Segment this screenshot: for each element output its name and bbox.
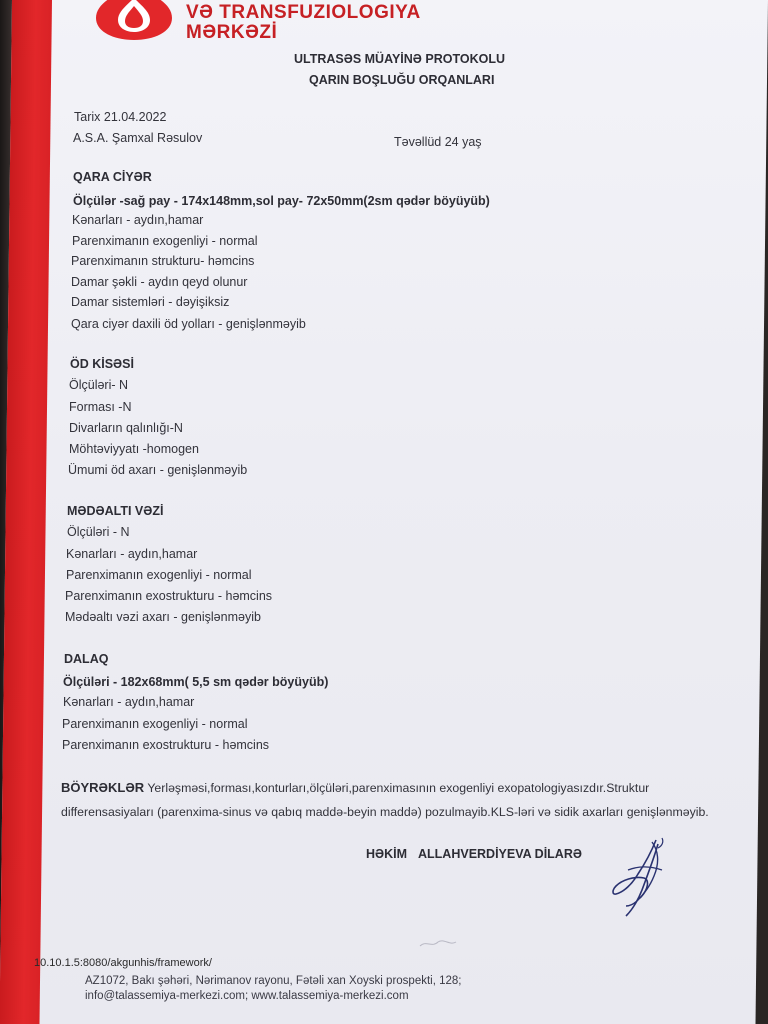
liver-size: Ölçülər -sağ pay - 174x148mm,sol pay- 72x50mm(2sm qədər böyüyüb) [73, 194, 490, 208]
org-name-line1: VƏ TRANSFUZIOLOGIYA [186, 2, 421, 23]
protocol-title: ULTRASƏS MÜAYİNƏ PROTOKOLU [294, 52, 505, 66]
patient-age: Təvəllüd 24 yaş [394, 135, 482, 149]
kidneys-text-line2: differensasiyaları (parenxima-sinus və qabıq maddə-beyin maddə) pozulmayib.KLS-ləri və sidik axarları genişlənməyib. [61, 805, 709, 819]
pancreas-line: Ölçüləri - N [67, 525, 130, 539]
handwritten-signature-icon [608, 836, 672, 920]
liver-line: Qara ciyər daxili öd yolları - genişlənməyib [71, 317, 306, 331]
paper-smudge [418, 936, 458, 950]
patient-name: A.S.A. Şamxal Rəsulov [73, 131, 203, 145]
gallbladder-line: Ölçüləri- N [69, 378, 129, 392]
spleen-line: Kənarları - aydın,hamar [63, 695, 195, 709]
spleen-line: Parenximanın exogenliyi - normal [62, 717, 248, 731]
section-heading-kidneys: BÖYRƏKLƏR [61, 780, 145, 795]
pancreas-line: Parenximanın exostrukturu - həmcins [65, 589, 273, 603]
footer-address: AZ1072, Bakı şəhəri, Nərimanov rayonu, Fətəli xan Xoyski prospekti, 128; [85, 975, 462, 987]
gallbladder-line: Divarların qalınlığı-N [69, 421, 183, 435]
pancreas-line: Kənarları - aydın,hamar [66, 547, 198, 561]
doctor-label: HƏKİM [366, 847, 408, 861]
liver-line: Damar şəkli - aydın qeyd olunur [71, 275, 248, 289]
doctor-name: ALLAHVERDİYEVA DİLARƏ [418, 847, 582, 861]
print-url: 10.10.1.5:8080/akgunhis/framework/ [34, 957, 212, 969]
blood-drop-logo-icon [92, 0, 176, 40]
protocol-subtitle: QARIN BOŞLUĞU ORQANLARI [309, 73, 495, 87]
liver-line: Parenximanın strukturu- həmcins [71, 254, 255, 268]
liver-line: Kənarları - aydın,hamar [72, 213, 204, 227]
section-heading-liver: QARA CİYƏR [73, 170, 152, 184]
org-name-line2: MƏRKƏZİ [186, 22, 278, 43]
pancreas-line: Mədəaltı vəzi axarı - genişlənməyib [65, 610, 261, 624]
gallbladder-line: Ümumi öd axarı - genişlənməyib [68, 463, 248, 477]
kidneys-paragraph-line1 [61, 780, 649, 795]
liver-line: Parenximanın exogenliyi - normal [72, 234, 258, 248]
exam-date: Tarix 21.04.2022 [74, 110, 167, 124]
spleen-size: Ölçüləri - 182x68mm( 5,5 sm qədər böyüyüb) [63, 675, 329, 689]
section-heading-gallbladder: ÖD KİSƏSİ [70, 357, 134, 371]
pancreas-line: Parenximanın exogenliyi - normal [66, 568, 252, 582]
kidneys-text-line1: Yerləşməsi,forması,konturları,ölçüləri,parenximasının exogenliyi exopatologiyasızdır.Struktur [147, 781, 650, 795]
gallbladder-line: Möhtəviyyatı -homogen [69, 442, 199, 456]
liver-line: Damar sistemləri - dəyişiksiz [71, 295, 230, 309]
spleen-line: Parenximanın exostrukturu - həmcins [62, 738, 270, 752]
section-heading-spleen: DALAQ [64, 652, 109, 666]
section-heading-pancreas: MƏDƏALTI VƏZİ [67, 504, 164, 518]
footer-contacts: info@talassemiya-merkezi.com; www.talassemiya-merkezi.com [85, 990, 409, 1002]
gallbladder-line: Forması -N [69, 400, 132, 414]
